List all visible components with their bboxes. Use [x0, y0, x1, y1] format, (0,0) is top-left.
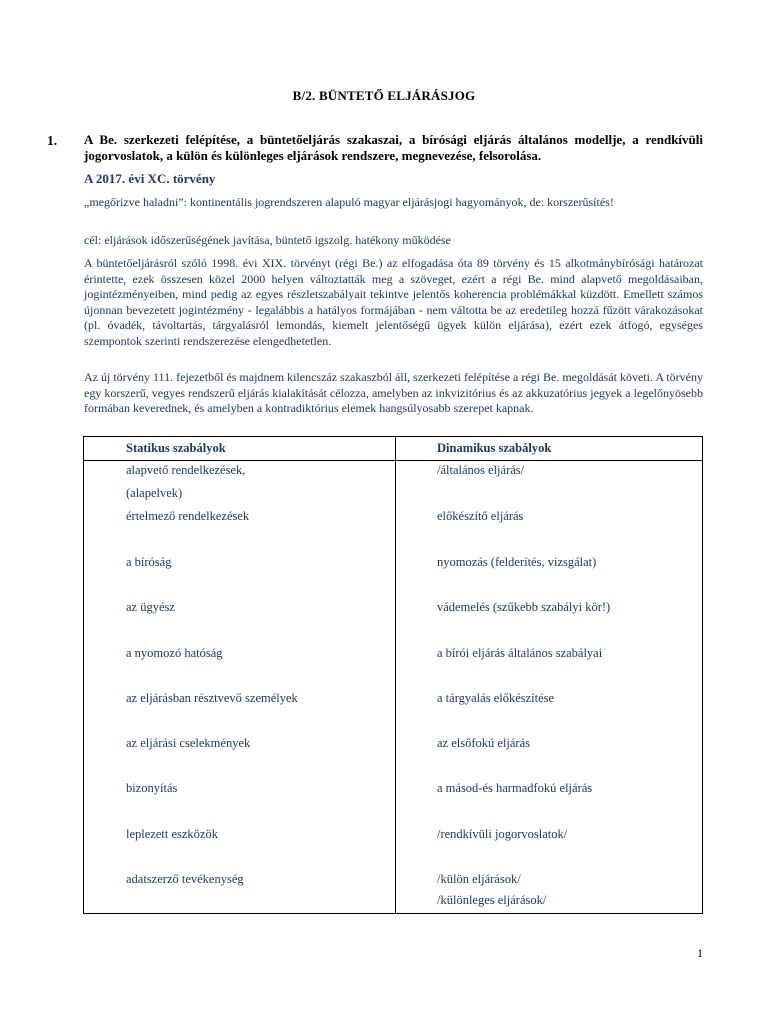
table-cell-dynamic: az elsőfokú eljárás — [437, 736, 531, 750]
table-header-dynamic: Dinamikus szabályok — [437, 441, 552, 455]
table-cell-dynamic: nyomozás (felderítés, vizsgálat) — [437, 555, 597, 569]
table-cell-static: a nyomozó hatóság — [126, 646, 223, 660]
table-column-divider — [395, 437, 396, 913]
table-cell-dynamic: a tárgyalás előkészítése — [437, 691, 555, 705]
table-cell-static: leplezett eszközök — [126, 827, 218, 841]
table-header-divider — [84, 460, 702, 461]
table-cell-static: adatszerző tevékenység — [126, 872, 244, 886]
table-cell-static: értelmező rendelkezések — [126, 509, 250, 523]
table-cell-dynamic: vádemelés (szűkebb szabályi kör!) — [437, 600, 611, 614]
rules-table — [83, 436, 703, 914]
page-title: B/2. BÜNTETŐ ELJÁRÁSJOG — [292, 88, 476, 103]
section-heading: A 2017. évi XC. törvény — [84, 171, 216, 186]
table-cell-static: bizonyítás — [126, 781, 178, 795]
table-cell-dynamic: a másod-és harmadfokú eljárás — [437, 781, 593, 795]
table-cell-dynamic: /külön eljárások/ — [437, 872, 521, 886]
paragraph-motto: „megőrizve haladni”: kontinentális jogrendszeren alapuló magyar eljárásjogi hagyományok, de: korszerűsítés! — [84, 195, 614, 209]
table-cell-static: az eljárási cselekmények — [126, 736, 251, 750]
table-cell-dynamic: /általános eljárás/ — [437, 463, 525, 477]
table-cell-dynamic: /rendkívüli jogorvoslatok/ — [437, 827, 568, 841]
paragraph-goal: cél: eljárások időszerűségének javítása, büntető igszolg. hatékony működése — [84, 233, 451, 247]
table-cell-dynamic: /különleges eljárások/ — [437, 893, 547, 907]
table-cell-dynamic: a bírói eljárás általános szabályai — [437, 646, 603, 660]
question-number: 1. — [47, 133, 58, 148]
table-cell-static: az eljárásban résztvevő személyek — [126, 691, 298, 705]
paragraph-history: A büntetőeljárásról szóló 1998. évi XIX. törvényt (régi Be.) az elfogadása óta 89 törvény és 15 alkotmánybírósági határozat érintette, ezek összesen közel 2000 helyen változtatták meg a szöveget, ezért a régi Be. mind alapvető megoldásaiban, jogintézményeiben, mind pedig az egyes részletszabályait tekintve jelentős koherencia problémákkal küzdött. Emellett számos újonnan bevezetett jogintézmény - legalábbis a hatályos formájában - nem váltotta be az eredetileg hozzá fűzött várakozásokat (pl. óvadék, távoltartás, tárgyalásról lemondás, kiemelt jelentőségű ügyek külön eljárása), ezért ezek átfogó, egységes szempontok szerinti rendszerezése elengedhetetlen. — [84, 256, 703, 348]
page-number: 1 — [697, 946, 703, 960]
paragraph-new-law: Az új törvény 111. fejezetből és majdnem kilencszáz szakaszból áll, szerkezeti felépítése a régi Be. megoldását követi. A törvény egy korszerű, vegyes rendszerű eljárás kialakítását célozza, amelyben az inkvizitórius és az akkuzatórius jegyek a legelőnyösebb formában keverednek, és amelyben a kontradiktórius elemek hangsúlyosabb szerepet kapnak. — [84, 370, 703, 415]
table-cell-static: (alapelvek) — [126, 486, 183, 500]
table-cell-static: a bíróság — [126, 555, 172, 569]
table-cell-dynamic: előkészítő eljárás — [437, 509, 524, 523]
table-cell-static: alapvető rendelkezések, — [126, 463, 246, 477]
table-header-static: Statikus szabályok — [126, 441, 226, 455]
table-cell-static: az ügyész — [126, 600, 175, 614]
question-text: A Be. szerkezeti felépítése, a büntetőeljárás szakaszai, a bírósági eljárás általános modellje, a rendkívüli jogorvoslatok, a külön és különleges eljárások rendszere, megnevezése, felsorolása. — [84, 132, 703, 163]
